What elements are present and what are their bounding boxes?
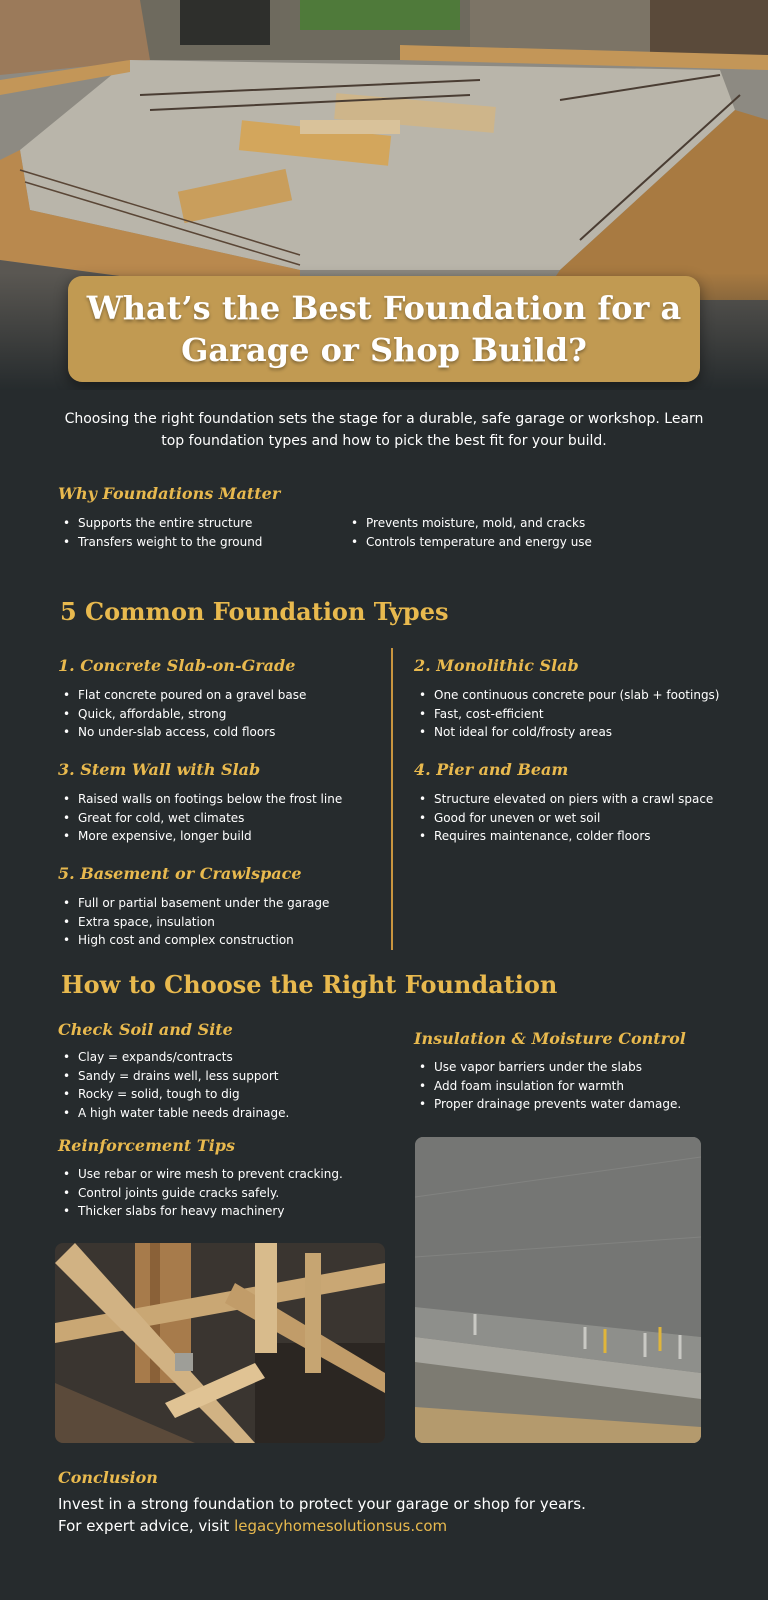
type-5-title: 5. Basement or Crawlspace [58, 864, 302, 883]
list-item: • Full or partial basement under the garage [58, 894, 329, 913]
concrete-slab-photo [415, 1137, 701, 1443]
column-divider [391, 648, 393, 950]
list-item: • Requires maintenance, colder floors [414, 827, 713, 846]
type-1-list [58, 686, 306, 742]
list-item: • Sandy = drains well, less support [58, 1067, 289, 1086]
type-2-list [414, 686, 720, 742]
list-item: • Controls temperature and energy use [346, 533, 592, 552]
soil-title: Check Soil and Site [58, 1020, 233, 1039]
list-item: • Thicker slabs for heavy machinery [58, 1202, 343, 1221]
list-item: • Fast, cost-efficient [414, 705, 720, 724]
list-item: • Clay = expands/contracts [58, 1048, 289, 1067]
list-item: • Extra space, insulation [58, 913, 329, 932]
list-item: • Add foam insulation for warmth [414, 1077, 681, 1096]
why-list-right [346, 514, 592, 551]
conclusion-heading: Conclusion [58, 1468, 158, 1487]
list-item: • More expensive, longer build [58, 827, 342, 846]
hero-banner [0, 0, 768, 390]
type-2-title: 2. Monolithic Slab [414, 656, 579, 675]
conclusion-text [58, 1493, 718, 1537]
list-item: • Structure elevated on piers with a crawl space [414, 790, 713, 809]
list-item: • Good for uneven or wet soil [414, 809, 713, 828]
list-item: • High cost and complex construction [58, 931, 329, 950]
wood-formwork-photo [55, 1243, 385, 1443]
type-4-title: 4. Pier and Beam [414, 760, 569, 779]
insulation-title: Insulation & Moisture Control [414, 1029, 686, 1048]
type-1-title: 1. Concrete Slab-on-Grade [58, 656, 296, 675]
choose-heading: How to Choose the Right Foundation [61, 970, 558, 999]
list-item: • A high water table needs drainage. [58, 1104, 289, 1123]
type-3-title: 3. Stem Wall with Slab [58, 760, 261, 779]
title-banner [68, 276, 700, 382]
type-4-list [414, 790, 713, 846]
type-5-list [58, 894, 329, 950]
conclusion-line-2 [58, 1515, 718, 1537]
type-3-list [58, 790, 342, 846]
conclusion-prefix: For expert advice, visit [58, 1517, 235, 1535]
reinforcement-title: Reinforcement Tips [58, 1136, 235, 1155]
list-item: • Prevents moisture, mold, and cracks [346, 514, 592, 533]
soil-list [58, 1048, 289, 1122]
list-item: • Great for cold, wet climates [58, 809, 342, 828]
conclusion-line-1: Invest in a strong foundation to protect your garage or shop for years. [58, 1495, 586, 1513]
page-title: What’s the Best Foundation for a Garage or Shop Build? [86, 289, 682, 369]
list-item: • Transfers weight to the ground [58, 533, 262, 552]
list-item: • Quick, affordable, strong [58, 705, 306, 724]
list-item: • Supports the entire structure [58, 514, 262, 533]
types-heading: 5 Common Foundation Types [60, 597, 449, 626]
list-item: • Raised walls on footings below the frost line [58, 790, 342, 809]
list-item: • Control joints guide cracks safely. [58, 1184, 343, 1203]
list-item: • No under-slab access, cold floors [58, 723, 306, 742]
website-link[interactable]: legacyhomesolutionsus.com [234, 1517, 448, 1535]
list-item: • Not ideal for cold/frosty areas [414, 723, 720, 742]
list-item: • Flat concrete poured on a gravel base [58, 686, 306, 705]
list-item: • Use vapor barriers under the slabs [414, 1058, 681, 1077]
why-list-left [58, 514, 262, 551]
list-item: • Use rebar or wire mesh to prevent cracking. [58, 1165, 343, 1184]
why-heading: Why Foundations Matter [58, 484, 281, 503]
list-item: • Rocky = solid, tough to dig [58, 1085, 289, 1104]
insulation-list [414, 1058, 681, 1114]
list-item: • One continuous concrete pour (slab + footings) [414, 686, 720, 705]
list-item: • Proper drainage prevents water damage. [414, 1095, 681, 1114]
intro-text: Choosing the right foundation sets the stage for a durable, safe garage or workshop. Learn top foundation types and how to pick the best fit for your build. [64, 411, 704, 449]
reinforcement-list [58, 1165, 343, 1221]
